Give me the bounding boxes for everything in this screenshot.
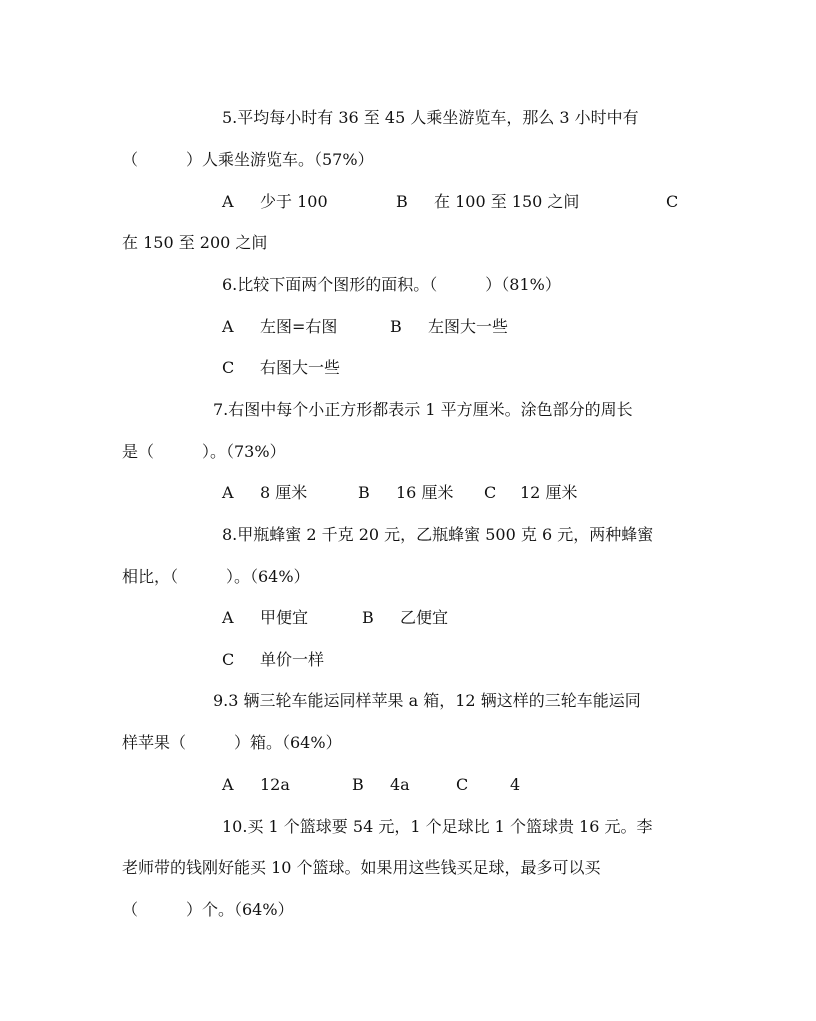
q8-option-b-text: 乙便宜 [400,608,449,627]
q9-option-c-text: 4 [510,775,521,794]
q8-line-1: 8.甲瓶蜂蜜 2 千克 20 元，乙瓶蜂蜜 500 克 6 元，两种蜂蜜 [222,525,654,544]
q5-option-b-text: 在 100 至 150 之间 [434,192,580,211]
q10-line-1: 10.买 1 个篮球要 54 元，1 个足球比 1 个篮球贵 16 元。李 [222,817,653,836]
q7-option-c-text: 12 厘米 [520,483,578,502]
q8-option-c-text: 单价一样 [260,650,325,669]
q5-option-c-text: 在 150 至 200 之间 [122,233,268,252]
q7-option-b-letter: B [358,483,370,502]
q7-option-a-text: 8 厘米 [260,483,308,502]
q7-option-b-text: 16 厘米 [396,483,454,502]
q5-option-b-letter: B [396,192,408,211]
q6-option-b-text: 左图大一些 [428,317,509,336]
q7-option-c-letter: C [484,483,497,502]
q5-line-2: （ ）人乘坐游览车。（57%） [122,150,374,169]
q9-option-c-letter: C [456,775,469,794]
q6-option-c-letter: C [222,358,235,377]
q6-option-a-letter: A [222,317,234,336]
q7-line-2: 是（ ）。（73%） [122,442,286,461]
q5-option-c-letter: C [666,192,679,211]
q9-option-b-letter: B [352,775,364,794]
q9-option-a-letter: A [222,775,234,794]
q8-option-a-text: 甲便宜 [260,608,309,627]
q7-option-a-letter: A [222,483,234,502]
q8-line-2: 相比，（ ）。（64%） [122,567,310,586]
q7-line-1: 7.右图中每个小正方形都表示 1 平方厘米。涂色部分的周长 [213,400,633,419]
q8-option-b-letter: B [362,608,374,627]
q6-line-1: 6.比较下面两个图形的面积。（ ）（81%） [222,275,561,294]
q5-line-1: 5.平均每小时有 36 至 45 人乘坐游览车，那么 3 小时中有 [222,108,639,127]
q10-line-3: （ ）个。（64%） [122,900,294,919]
q5-option-a-text: 少于 100 [260,192,328,211]
q8-option-a-letter: A [222,608,234,627]
q9-option-a-text: 12a [260,775,290,794]
q6-option-c-text: 右图大一些 [260,358,341,377]
q5-option-a-letter: A [222,192,234,211]
q6-option-b-letter: B [390,317,402,336]
q9-option-b-text: 4a [390,775,410,794]
q10-line-2: 老师带的钱刚好能买 10 个篮球。如果用这些钱买足球，最多可以买 [122,858,601,877]
q6-option-a-text: 左图=右图 [260,317,338,336]
q9-line-2: 样苹果（ ）箱。（64%） [122,733,342,752]
q9-line-1: 9.3 辆三轮车能运同样苹果 a 箱，12 辆这样的三轮车能运同 [213,691,641,710]
q8-option-c-letter: C [222,650,235,669]
